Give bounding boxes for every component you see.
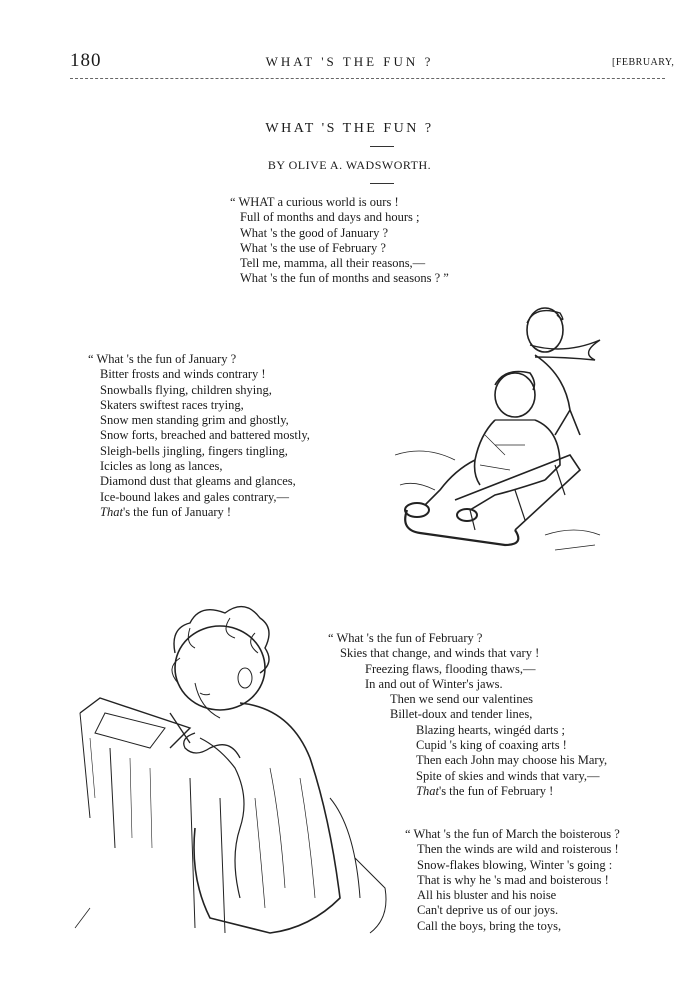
emphasis-word: That [416, 783, 439, 798]
verse-line: Spite of skies and winds that vary,— [416, 768, 600, 783]
verse-line: Cupid 's king of coaxing arts ! [416, 738, 567, 753]
verse-line: Freezing flaws, flooding thaws,— [365, 661, 536, 676]
verse-line: That is why he 's mad and boisterous ! [417, 872, 609, 887]
emphasis-word: That [100, 504, 123, 519]
verse-line: “ What 's the fun of January ? [88, 352, 237, 366]
stanza-intro [230, 195, 449, 287]
running-title: WHAT 'S THE FUN ? [265, 54, 434, 69]
stanza-january [88, 352, 310, 520]
verse-line: Ice-bound lakes and gales contrary,— [100, 489, 290, 504]
sled-illustration [395, 295, 610, 560]
verse-line: Skaters swiftest races trying, [100, 397, 244, 412]
title-divider [370, 146, 394, 147]
byline-divider [370, 183, 394, 184]
verse-line [416, 784, 607, 799]
stanza-march [405, 827, 620, 934]
child-writing-illustration [70, 598, 400, 938]
verse-line: Then we send our valentines [390, 692, 534, 707]
verse-line: What 's the fun of months and seasons ? ” [240, 271, 449, 286]
verse-line: Sleigh-bells jingling, fingers tingling, [100, 443, 288, 458]
poem-title: WHAT 'S THE FUN ? [265, 121, 434, 136]
byline: BY OLIVE A. WADSWORTH. [267, 158, 432, 172]
page-number: 180 [70, 50, 102, 71]
verse-line: Then each John may choose his Mary, [416, 753, 608, 768]
verse-line: What 's the use of February ? [240, 240, 386, 255]
verse-line: Icicles as long as lances, [100, 459, 223, 474]
verse-line: Billet-doux and tender lines, [390, 707, 533, 722]
verse-line: Snowballs flying, children shying, [100, 382, 272, 397]
verse-line-tail: 's the fun of February ! [438, 783, 554, 798]
verse-line: “ What 's the fun of March the boisterous ? [405, 827, 620, 841]
verse-line: Snow-flakes blowing, Winter 's going : [417, 857, 613, 872]
verse-line: Full of months and days and hours ; [240, 210, 420, 225]
verse-line: “ What 's the fun of February ? [328, 631, 483, 645]
running-month: [FEBRUARY, [612, 57, 675, 68]
verse-line: What 's the good of January ? [240, 225, 389, 240]
verse-line: “ WHAT a curious world is ours ! [230, 195, 399, 209]
verse-line: All his bluster and his noise [417, 888, 557, 903]
verse-line: Snow forts, breached and battered mostly, [100, 428, 310, 443]
verse-line [100, 505, 310, 520]
verse-line: Bitter frosts and winds contrary ! [100, 367, 266, 382]
verse-line: Can't deprive us of our joys. [417, 903, 559, 918]
verse-line: Then the winds are wild and roisterous ! [417, 842, 619, 857]
verse-line: Call the boys, bring the toys, [417, 918, 562, 933]
verse-line: Tell me, mamma, all their reasons,— [240, 256, 426, 271]
verse-line-tail: 's the fun of January ! [122, 504, 232, 519]
verse-line: Blazing hearts, wingéd darts ; [416, 722, 565, 737]
verse-line: In and out of Winter's jaws. [365, 676, 503, 691]
verse-line: Skies that change, and winds that vary ! [340, 646, 540, 661]
verse-line: Snow men standing grim and ghostly, [100, 413, 289, 428]
header-rule [70, 78, 665, 79]
verse-line: Diamond dust that gleams and glances, [100, 474, 296, 489]
